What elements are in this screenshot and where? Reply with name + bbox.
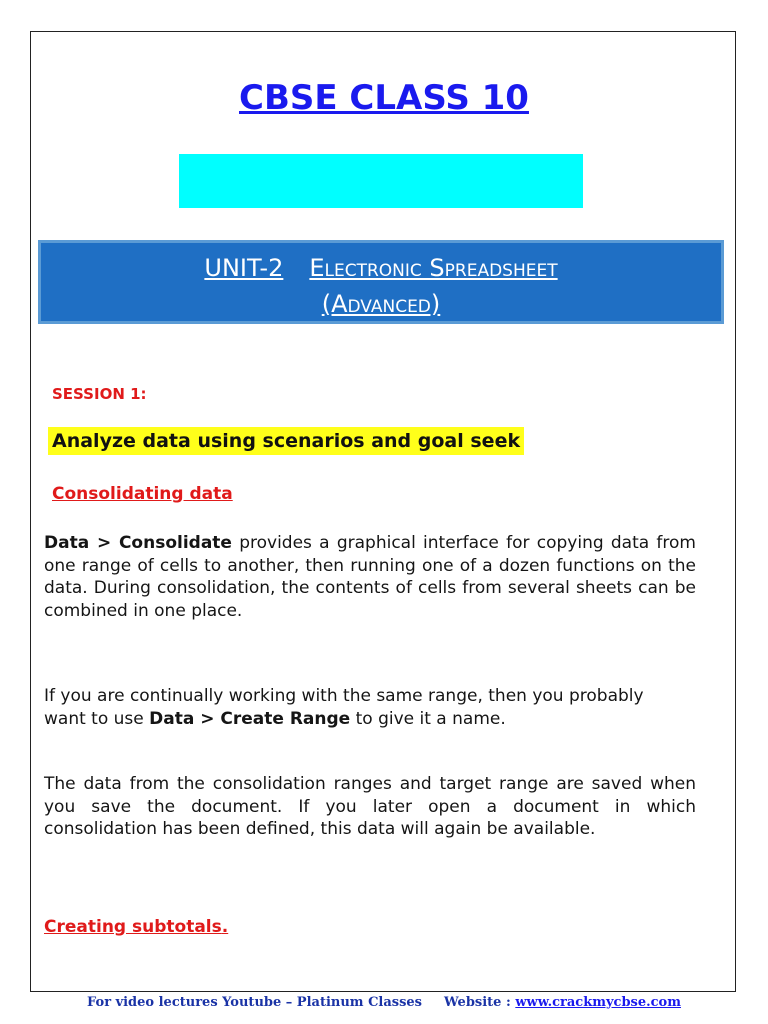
saved-ranges-paragraph: The data from the consolidation ranges and target range are saved when you save the document. If you later open a document in which consolidation has been defined, this data will again be available. [44, 774, 696, 839]
consolidate-description: provides a graphical interface for copying data from one range of cells to another, then running one of a dozen functions on the data. During consolidation, the contents of cells from several sheets can be combined in one place. [44, 533, 696, 621]
footer-lectures: For video lectures Youtube – Platinum Classes [87, 995, 423, 1010]
unit-banner [38, 240, 724, 324]
creating-subtotals-heading [44, 917, 228, 937]
create-range-paragraph [44, 685, 684, 730]
unit-subtitle: (Advanced) [321, 290, 441, 318]
website-link[interactable]: www.crackmycbse.com [515, 995, 681, 1010]
consolidate-menu-path: Data > Consolidate [44, 533, 232, 553]
page-title: CBSE CLASS 10 [239, 78, 529, 118]
unit-title: Electronic Spreadsheet [309, 254, 558, 282]
unit-number: UNIT-2 [204, 254, 284, 282]
subtotals-heading-text: Creating subtotals [44, 917, 222, 937]
session-topic: Analyze data using scenarios and goal seek [48, 427, 524, 455]
consolidate-paragraph [44, 532, 696, 622]
unit-title-line1 [41, 251, 721, 285]
footer-website-label: Website : [444, 995, 516, 1010]
cyan-banner [179, 154, 583, 208]
create-range-intro: If you are continually working with the same range, then you probably want to use [44, 686, 644, 729]
session-label: SESSION 1: [52, 385, 147, 403]
create-range-outro: to give it a name. [350, 708, 506, 729]
create-range-menu-path: Data > Create Range [149, 708, 351, 729]
footer [0, 995, 768, 1010]
consolidating-data-heading: Consolidating data [52, 484, 233, 504]
subtotals-heading-period: . [221, 917, 229, 937]
